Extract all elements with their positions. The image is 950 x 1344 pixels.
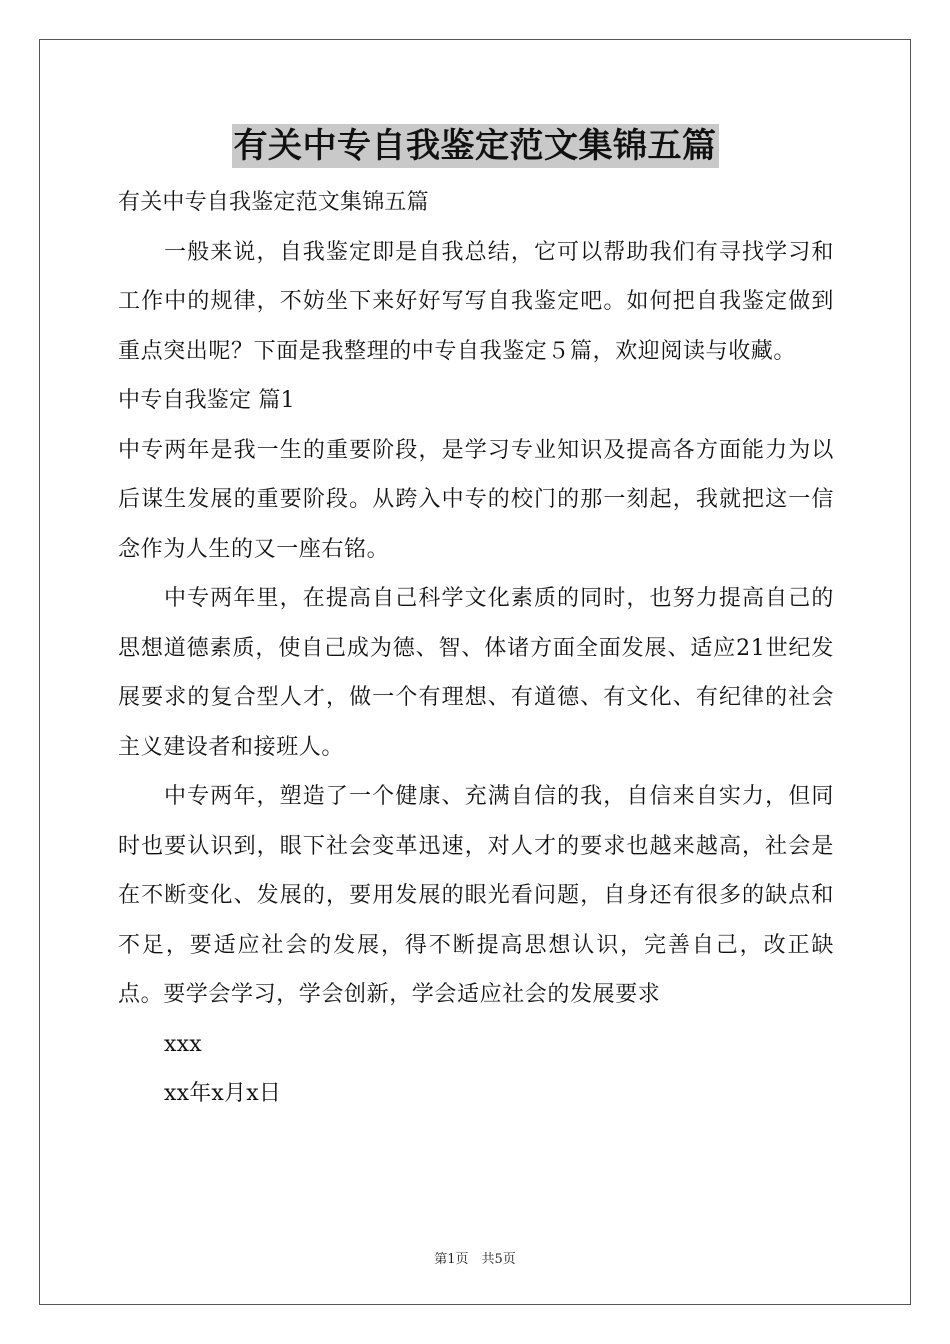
- signature: xxx: [164, 1031, 202, 1057]
- document-title: 有关中专自我鉴定范文集锦五篇: [233, 126, 717, 166]
- signature-date: xx年x月x日: [164, 1081, 282, 1106]
- document-subtitle: 有关中专自我鉴定范文集锦五篇: [118, 190, 429, 215]
- intro-paragraph: 一般来说，自我鉴定即是自我总结，它可以帮助我们有寻找学习和工作中的规律，不妨坐下来好好写写自我鉴定吧。如何把自我鉴定做到重点突出呢？下面是我整理的中专自我鉴定５篇，欢迎阅读与收藏。: [118, 239, 834, 364]
- section-heading: 中专自我鉴定 篇1: [118, 388, 295, 413]
- document-body: [118, 178, 834, 1119]
- body-paragraph-2: 中专两年里，在提高自己科学文化素质的同时，也努力提高自己的思想道德素质，使自己成为德、智、体诸方面全面发展、适应21世纪发展要求的复合型人才，做一个有理想、有道德、有文化、有纪律的社会主义建设者和接班人。: [118, 586, 834, 760]
- body-paragraph-1: 中专两年是我一生的重要阶段，是学习专业知识及提高各方面能力为以后谋生发展的重要阶段。从跨入中专的校门的那一刻起，我就把这一信念作为人生的又一座右铭。: [118, 437, 834, 562]
- page-number-footer: 第1页 共5页: [434, 1252, 516, 1267]
- body-paragraph-3: 中专两年，塑造了一个健康、充满自信的我，自信来自实力，但同时也要认识到，眼下社会变革迅速，对人才的要求也越来越高，社会是在不断变化、发展的，要用发展的眼光看问题，自身还有很多的缺点和不足，要适应社会的发展，得不断提高思想认识，完善自己，改正缺点。要学会学习，学会创新，学会适应社会的发展要求: [118, 784, 834, 1007]
- title-container: [0, 124, 950, 168]
